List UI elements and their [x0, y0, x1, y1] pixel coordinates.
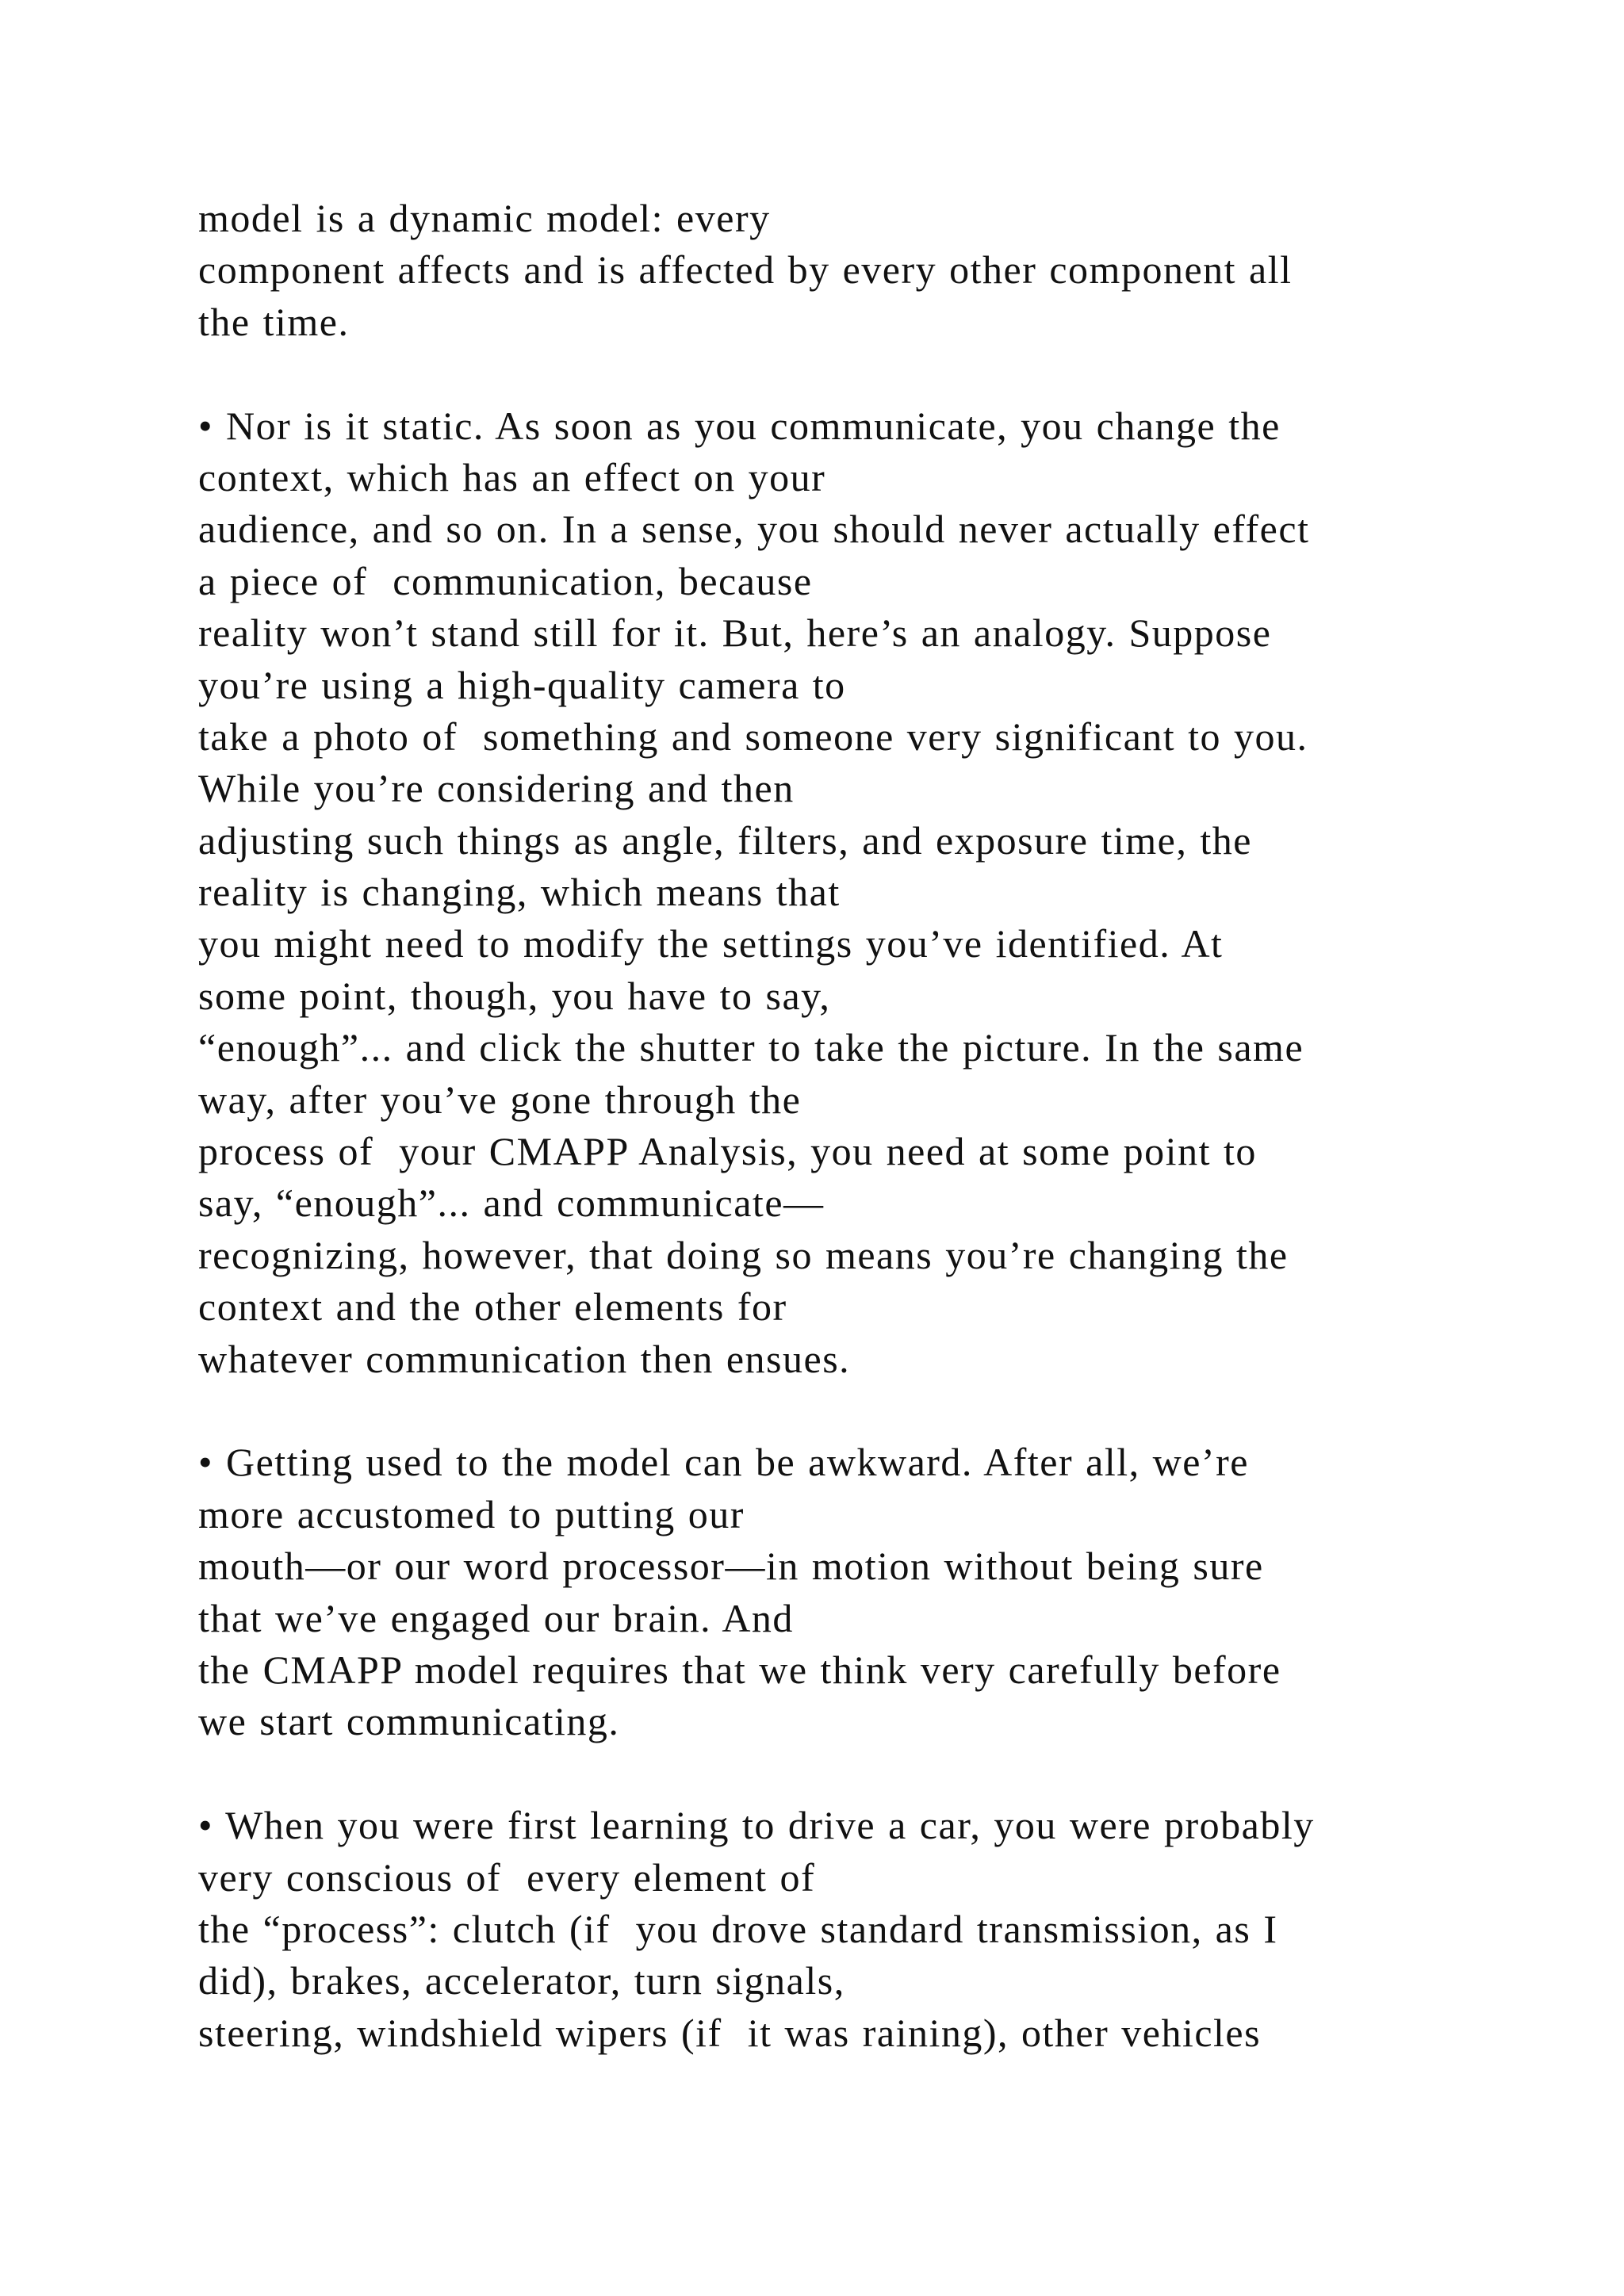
- text-line: component affects and is affected by every other component all: [198, 247, 1293, 293]
- text-line: more accustomed to putting our: [198, 1491, 745, 1536]
- text-line: • When you were first learning to drive a car, you were probably: [198, 1803, 1315, 1848]
- body-text: [198, 193, 1610, 2059]
- text-line: adjusting such things as angle, filters, and exposure time, the: [198, 817, 1252, 863]
- text-line: • Nor is it static. As soon as you communicate, you change the: [198, 403, 1281, 448]
- text-line: audience, and so on. In a sense, you should never actually effect: [198, 507, 1310, 552]
- text-line: mouth—or our word processor—in motion without being sure: [198, 1544, 1264, 1589]
- text-line: you’re using a high-quality camera to: [198, 662, 846, 707]
- text-line: you might need to modify the settings you’ve identified. At: [198, 921, 1224, 966]
- text-line: say, “enough”... and communicate—: [198, 1181, 825, 1226]
- text-line: context and the other elements for: [198, 1284, 787, 1330]
- paragraph-2: [198, 400, 1610, 1385]
- text-line: process of your CMAPP Analysis, you need at some point to: [198, 1129, 1257, 1174]
- text-line: reality won’t stand still for it. But, here’s an analogy. Suppose: [198, 610, 1272, 656]
- text-line: While you’re considering and then: [198, 766, 795, 811]
- text-line: way, after you’ve gone through the: [198, 1077, 802, 1122]
- text-line: did), brakes, accelerator, turn signals,: [198, 1958, 845, 2003]
- text-line: recognizing, however, that doing so means you’re changing the: [198, 1232, 1289, 1277]
- text-line: a piece of communication, because: [198, 558, 813, 603]
- text-line: take a photo of something and someone very significant to you.: [198, 714, 1308, 759]
- text-line: • Getting used to the model can be awkward. After all, we’re: [198, 1440, 1249, 1485]
- paragraph-3: [198, 1437, 1610, 1747]
- text-line: “enough”... and click the shutter to take the picture. In the same: [198, 1025, 1304, 1070]
- text-line: that we’ve engaged our brain. And: [198, 1595, 794, 1640]
- text-line: very conscious of every element of: [198, 1854, 816, 1900]
- text-line: steering, windshield wipers (if it was raining), other vehicles: [198, 2010, 1262, 2055]
- paragraph-4: [198, 1800, 1610, 2059]
- text-line: the “process”: clutch (if you drove standard transmission, as I: [198, 1906, 1278, 1951]
- paragraph-gap: [198, 348, 1610, 400]
- text-line: reality is changing, which means that: [198, 870, 841, 915]
- paragraph-1: [198, 193, 1610, 348]
- paragraph-gap: [198, 1748, 1610, 1800]
- text-line: we start communicating.: [198, 1699, 620, 1744]
- text-line: the CMAPP model requires that we think very carefully before: [198, 1647, 1281, 1692]
- text-line: some point, though, you have to say,: [198, 973, 831, 1018]
- paragraph-gap: [198, 1385, 1610, 1437]
- text-line: context, which has an effect on your: [198, 454, 826, 499]
- text-line: whatever communication then ensues.: [198, 1336, 851, 1381]
- text-line: the time.: [198, 299, 350, 344]
- text-line: model is a dynamic model: every: [198, 196, 771, 240]
